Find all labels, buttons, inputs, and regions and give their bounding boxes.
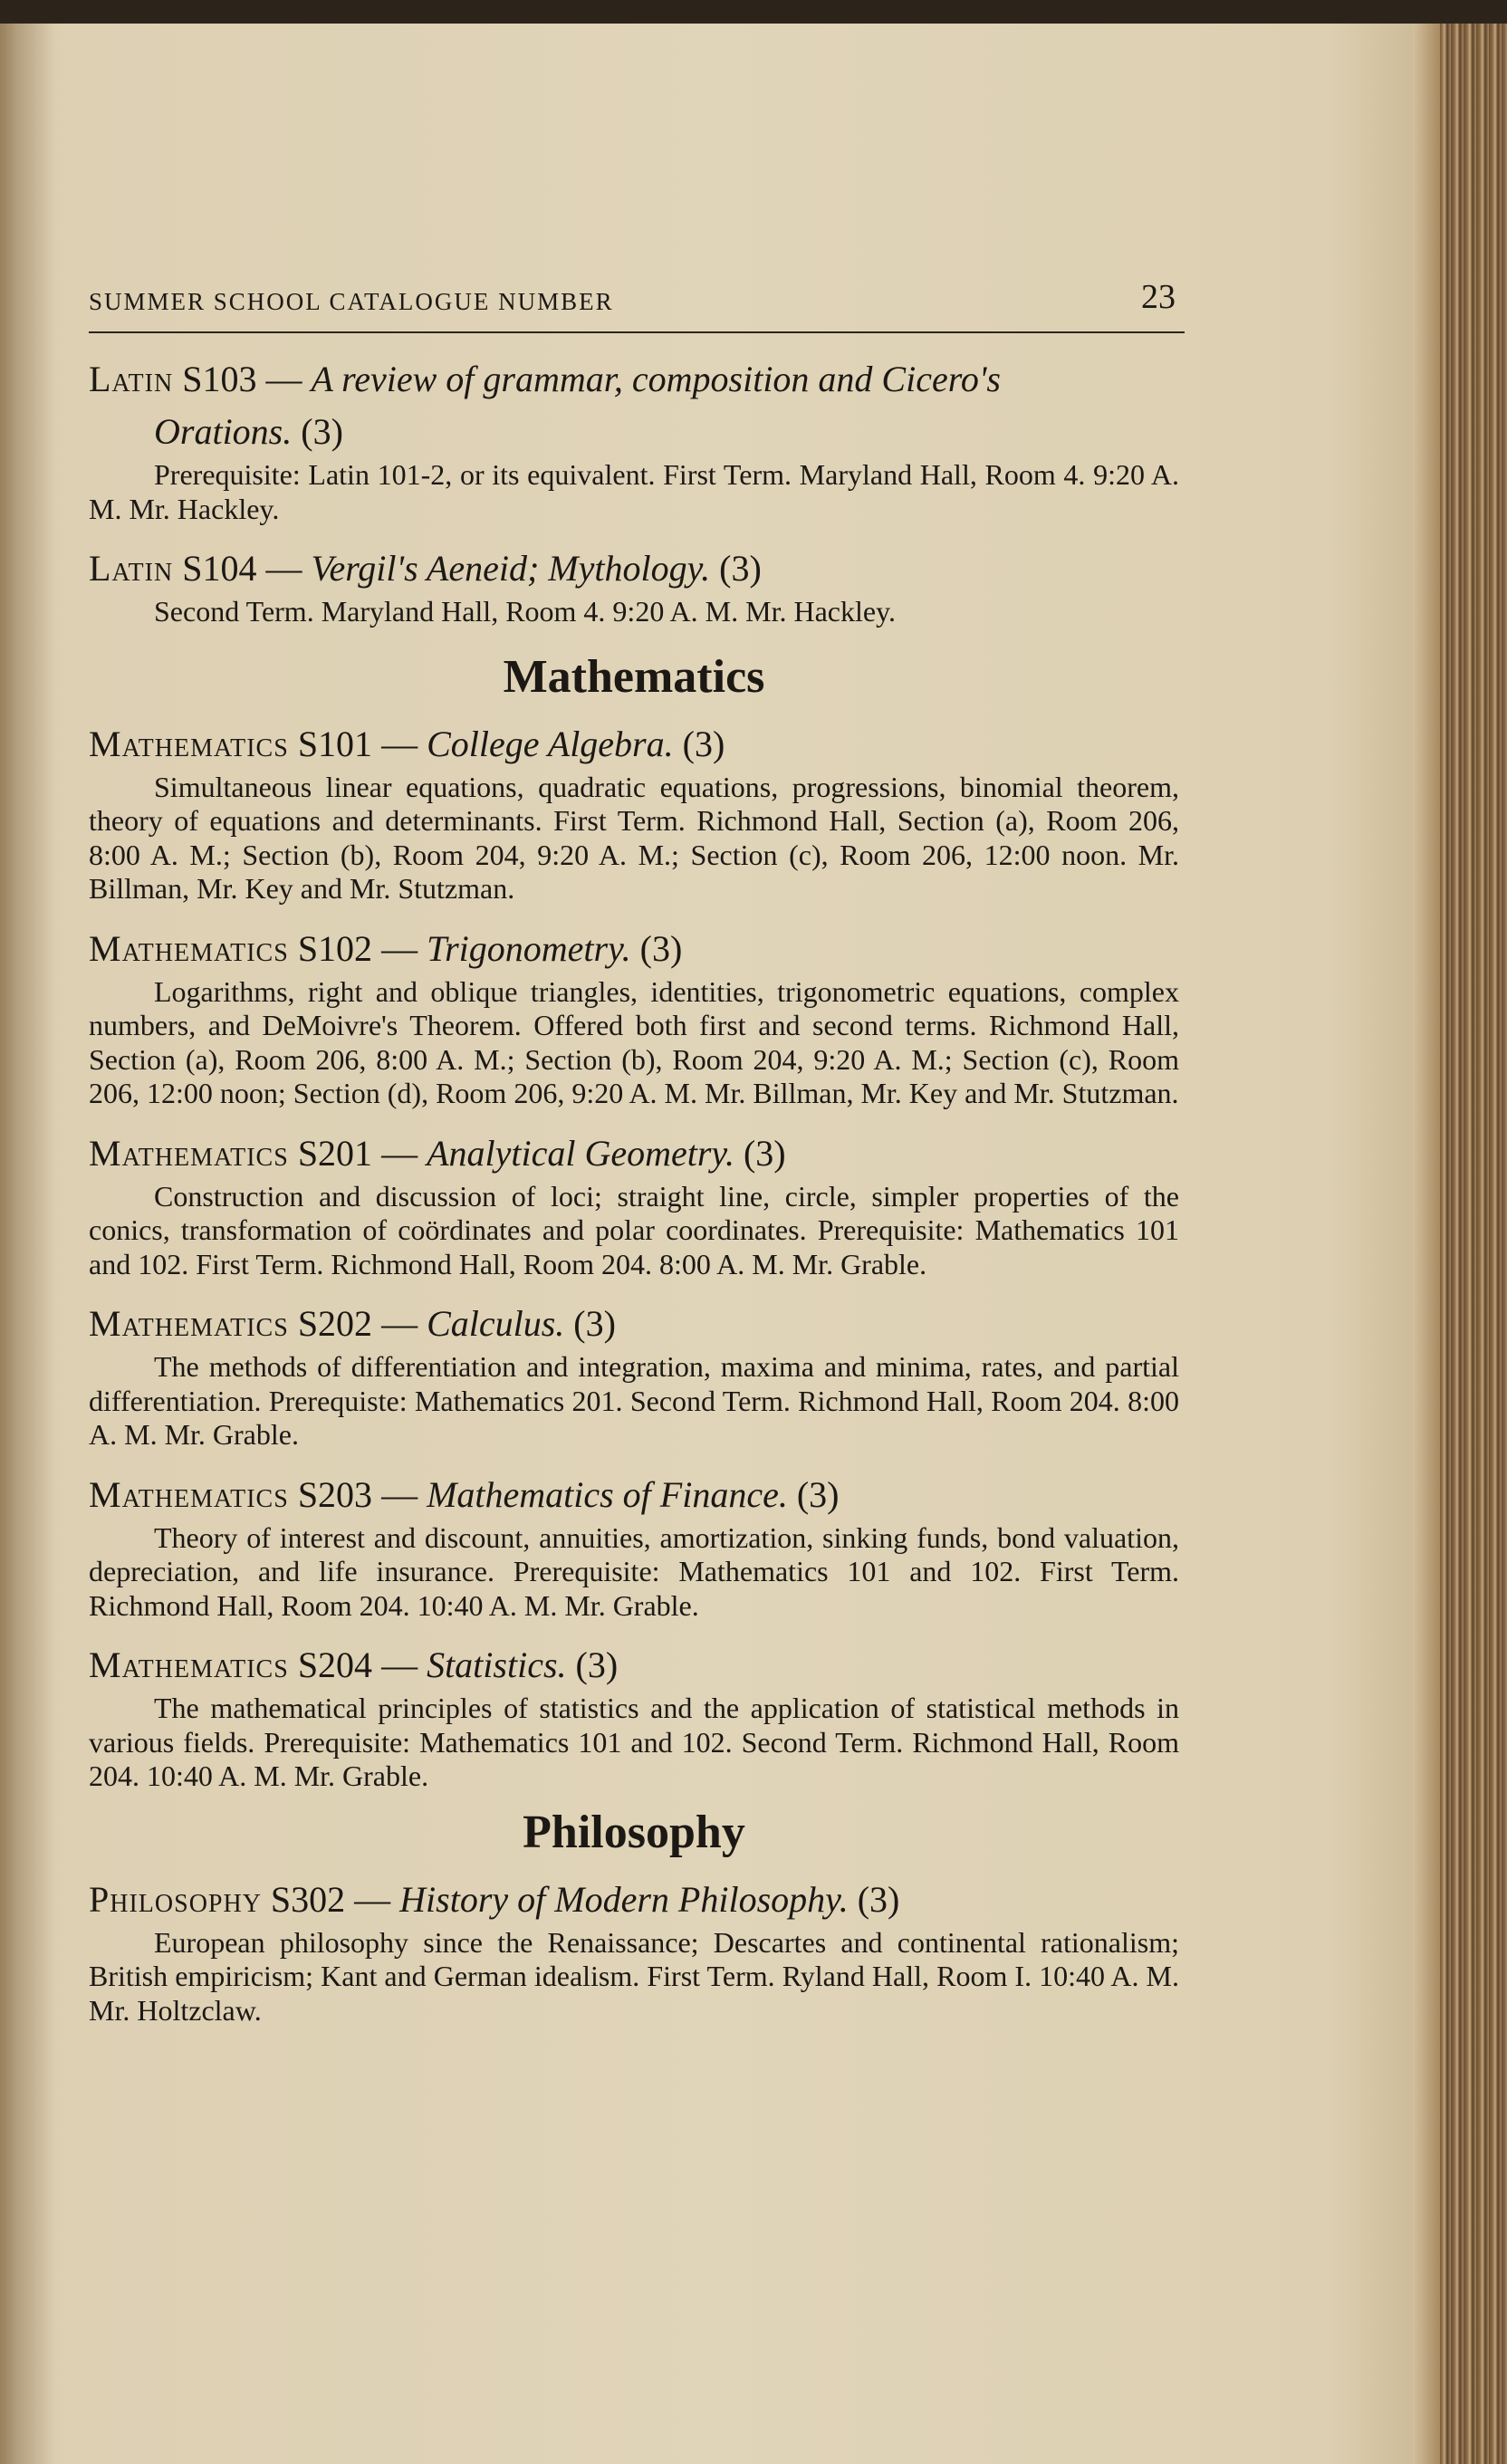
course-title-line <box>89 542 1179 595</box>
running-head <box>89 272 1179 326</box>
course-description-text: Simultaneous linear equations, quadratic equations, progressions, binomial theorem, theory of equations and determinants. First Term. Richmond Hall, Section (a), Room 206, 8:00 A. M.; Section (b), Room 204, 9:20 A. M.; Section (c), Room 206, 12:00 noon. Mr. Billman, Mr. Key and Mr. Stutzman. <box>89 770 1179 905</box>
course-dash: — <box>381 1303 418 1344</box>
course-entry <box>89 1298 1179 1453</box>
course-number: S201 <box>297 1132 373 1174</box>
course-description-text: Construction and discussion of loci; straight line, circle, simpler properties of the conics, transformation of coördinates and polar coordinates. Prerequisite: Mathematics 101 and 102. First Term. Richmond Hall, Room 204. 8:00 A. M. Mr. Grable. <box>89 1179 1179 1280</box>
course-description <box>89 1926 1179 2028</box>
running-head-text: SUMMER SCHOOL CATALOGUE NUMBER <box>89 288 614 315</box>
course-description-text: Theory of interest and discount, annuities, amortization, sinking funds, bond valuation, depreciation, and life insurance. Prerequisite: Mathematics 101 and 102. First Term. Richmond Hall, Room 204. 10:40 A. M. Mr. Grable. <box>89 1520 1179 1622</box>
course-title-line <box>89 1639 1179 1692</box>
course-title-line <box>89 353 1179 406</box>
course-dash: — <box>354 1878 391 1920</box>
course-dash: — <box>381 1473 418 1515</box>
course-description <box>89 458 1179 526</box>
course-title-line <box>89 718 1179 771</box>
course-dept: Latin <box>89 359 174 399</box>
course-description-text: The methods of differentiation and integration, maxima and minima, rates, and partial differentiation. Prerequiste: Mathematics 201. Second Term. Richmond Hall, Room 204. 8:00 A. M. Mr. Grable. <box>89 1350 1179 1451</box>
course-description <box>89 595 1179 629</box>
course-title: Mathematics of Finance. <box>427 1473 788 1515</box>
course-entry <box>89 1639 1179 1794</box>
course-number: S102 <box>297 927 373 969</box>
course-title-line <box>89 1298 1179 1350</box>
course-entry <box>89 1469 1179 1624</box>
course-entry <box>89 1127 1179 1282</box>
section-heading-mathematics: Mathematics <box>503 650 765 703</box>
course-dash: — <box>381 1132 418 1174</box>
gutter-shadow <box>0 0 54 2464</box>
course-dash: — <box>381 1644 418 1685</box>
course-credits: (3) <box>796 1473 840 1515</box>
course-entry <box>89 718 1179 906</box>
course-description <box>89 1180 1179 1282</box>
course-dept: Mathematics <box>89 1303 289 1344</box>
page-number: 23 <box>1141 278 1176 316</box>
course-credits: (3) <box>573 1303 616 1344</box>
course-number: S302 <box>270 1878 346 1920</box>
course-title-line <box>89 406 1179 458</box>
course-description <box>89 975 1179 1111</box>
course-title-line <box>89 923 1179 975</box>
course-credits: (3) <box>857 1878 900 1920</box>
course-title: A review of grammar, composition and Cicero's <box>311 359 1001 399</box>
page-content <box>89 272 1179 2028</box>
course-description-text: European philosophy since the Renaissance; Descartes and continental rationalism; British empiricism; Kant and German idealism. First Term. Ryland Hall, Room I. 10:40 A. M. Mr. Holtzclaw. <box>89 1925 1179 2027</box>
course-description-text: The mathematical principles of statistics and the application of statistical methods in various fields. Prerequisite: Mathematics 101 and 102. Second Term. Richmond Hall, Room 204. 10:40 A. M. Mr. Grable. <box>89 1692 1179 1792</box>
course-description-text: Second Term. Maryland Hall, Room 4. 9:20 A. M. Mr. Hackley. <box>154 595 896 628</box>
course-title-line <box>89 1127 1179 1180</box>
course-entry <box>89 542 1179 629</box>
course-title: Vergil's Aeneid; Mythology. <box>311 548 711 589</box>
course-description-text: Prerequisite: Latin 101-2, or its equivalent. First Term. Maryland Hall, Room 4. 9:20 A. M. Mr. Hackley. <box>89 458 1179 525</box>
course-number: S204 <box>297 1644 373 1685</box>
course-credits: (3) <box>301 411 343 452</box>
course-dept: Mathematics <box>89 927 289 969</box>
course-title: Orations. <box>154 411 293 452</box>
course-number: S101 <box>297 723 373 764</box>
course-dept: Mathematics <box>89 1644 289 1685</box>
course-dept: Mathematics <box>89 1473 289 1515</box>
course-entry <box>89 923 1179 1111</box>
course-title: Calculus. <box>427 1303 565 1344</box>
header-rule <box>89 331 1185 333</box>
course-dash: — <box>265 359 302 399</box>
course-title: Statistics. <box>427 1644 567 1685</box>
course-credits: (3) <box>575 1644 619 1685</box>
course-dash: — <box>381 723 418 764</box>
course-description <box>89 1692 1179 1794</box>
course-dept: Philosophy <box>89 1878 262 1920</box>
course-dept: Mathematics <box>89 1132 289 1174</box>
course-title: Analytical Geometry. <box>427 1132 734 1174</box>
course-credits: (3) <box>682 723 725 764</box>
course-credits: (3) <box>719 548 762 589</box>
course-title: History of Modern Philosophy. <box>399 1878 849 1920</box>
course-description <box>89 1350 1179 1453</box>
course-title-line <box>89 1874 1179 1926</box>
page-edges <box>1413 0 1507 2464</box>
course-number: S103 <box>182 359 257 399</box>
course-credits: (3) <box>743 1132 786 1174</box>
course-number: S202 <box>297 1303 373 1344</box>
course-dept: Latin <box>89 548 174 589</box>
top-shadow <box>0 0 1507 24</box>
course-dash: — <box>265 548 302 589</box>
course-title: College Algebra. <box>427 723 674 764</box>
course-description <box>89 1521 1179 1624</box>
course-dash: — <box>381 927 418 969</box>
course-entry <box>89 1874 1179 2028</box>
course-description <box>89 771 1179 906</box>
course-number: S203 <box>297 1473 373 1515</box>
course-dept: Mathematics <box>89 723 289 764</box>
course-credits: (3) <box>639 927 683 969</box>
course-title-line <box>89 1469 1179 1521</box>
course-description-text: Logarithms, right and oblique triangles, identities, trigonometric equations, complex numbers, and DeMoivre's Theorem. Offered both first and second terms. Richmond Hall, Section (a), Room 206, 8:00 A. M.; Section (b), Room 204, 9:20 A. M.; Section (c), Room 206, 12:00 noon; Section (d), Room 206, 9:20 A. M. Mr. Billman, Mr. Key and Mr. Stutzman. <box>89 974 1179 1109</box>
course-title: Trigonometry. <box>427 927 631 969</box>
course-entry <box>89 353 1179 526</box>
course-number: S104 <box>182 548 257 589</box>
section-heading-philosophy: Philosophy <box>523 1806 745 1858</box>
